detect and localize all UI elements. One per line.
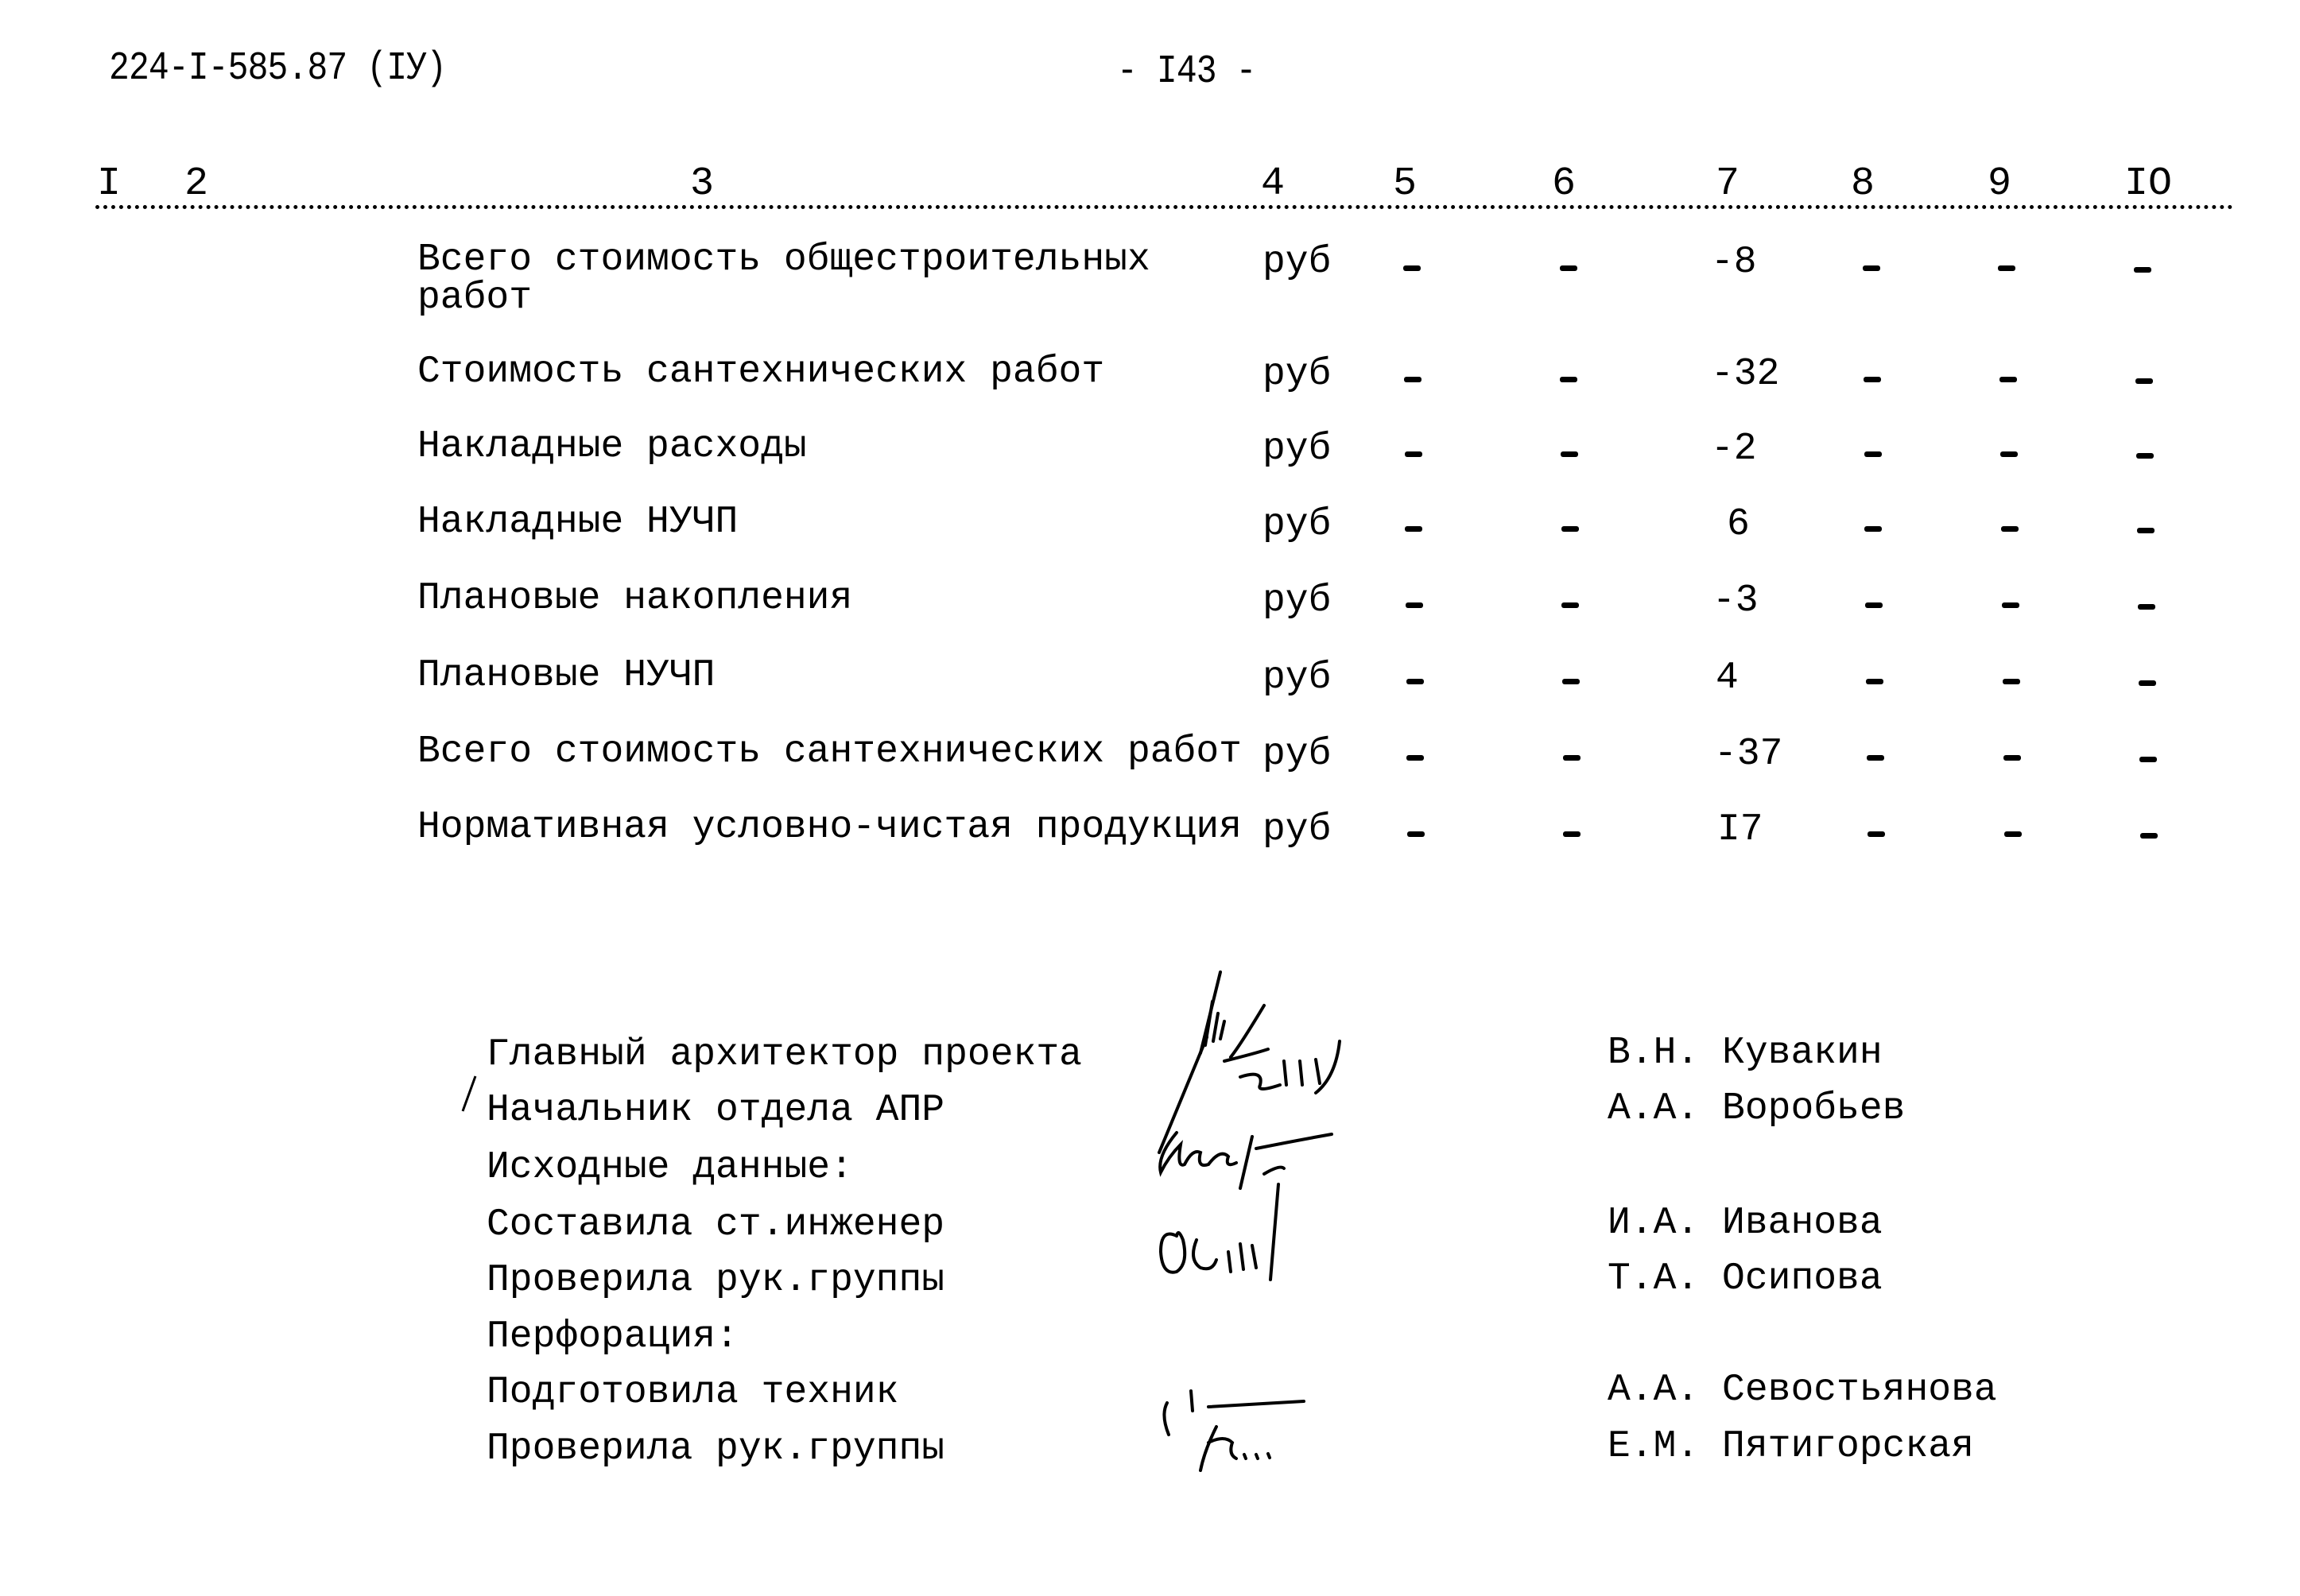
signoff-name: А.А. Севостьянова bbox=[1608, 1369, 1997, 1412]
cell-col5 bbox=[1406, 750, 1424, 765]
column-number: 3 bbox=[690, 161, 715, 207]
signoff-role: Проверила рук.группы bbox=[487, 1427, 945, 1470]
cell-col10 bbox=[2140, 828, 2158, 843]
page-number: - I43 - bbox=[1117, 49, 1256, 95]
header-divider bbox=[95, 205, 2234, 209]
row-label: Плановые НУЧП bbox=[417, 654, 716, 697]
cell-col9 bbox=[2002, 598, 2019, 612]
row-label: Всего стоимость сантехнических работ bbox=[417, 730, 1242, 773]
unit: руб bbox=[1262, 733, 1332, 776]
signoff-name: В.Н. Кувакин bbox=[1608, 1032, 1883, 1075]
signoff-name: Е.М. Пятигорская bbox=[1608, 1425, 1974, 1468]
cell-col10 bbox=[2137, 523, 2155, 537]
cell-col10 bbox=[2136, 448, 2154, 463]
signoff-role: Главный архитектор проекта bbox=[487, 1033, 1082, 1076]
cell-col8 bbox=[1868, 827, 1885, 841]
column-number: 4 bbox=[1261, 161, 1286, 207]
cell-col7: I7 bbox=[1717, 808, 1763, 851]
cell-col8 bbox=[1867, 750, 1884, 765]
row-label: Накладные НУЧП bbox=[417, 501, 739, 544]
cell-col8 bbox=[1864, 521, 1882, 536]
cell-col7: -37 bbox=[1714, 733, 1783, 776]
cell-col6 bbox=[1563, 750, 1581, 765]
cell-col9 bbox=[2004, 827, 2022, 841]
cell-col6 bbox=[1563, 827, 1581, 841]
cell-col10 bbox=[2139, 676, 2156, 690]
column-number: 6 bbox=[1552, 161, 1577, 207]
column-number: 8 bbox=[1851, 161, 1875, 207]
cell-col6 bbox=[1562, 674, 1580, 688]
cell-col7: -8 bbox=[1711, 241, 1757, 284]
unit: руб bbox=[1262, 808, 1332, 851]
column-number: 7 bbox=[1716, 161, 1740, 207]
pen-mark-icon bbox=[460, 1075, 479, 1114]
signoff-name: А.А. Воробьев bbox=[1608, 1087, 1906, 1130]
cell-col10 bbox=[2138, 599, 2155, 614]
cell-col7: -32 bbox=[1711, 353, 1780, 396]
column-number: IO bbox=[2124, 161, 2173, 207]
cell-col5 bbox=[1407, 827, 1425, 841]
cell-col9 bbox=[2003, 674, 2020, 688]
row-label: Плановые накопления bbox=[417, 577, 853, 620]
column-number: 2 bbox=[184, 161, 209, 207]
cell-col9 bbox=[2001, 521, 2019, 536]
cell-col8 bbox=[1865, 598, 1883, 612]
cell-col5 bbox=[1406, 674, 1424, 688]
cell-col5 bbox=[1406, 598, 1423, 612]
unit: руб bbox=[1262, 428, 1332, 471]
cell-col7: 4 bbox=[1716, 657, 1739, 699]
signoff-name: Т.А. Осипова bbox=[1608, 1257, 1883, 1300]
handwritten-signatures-icon bbox=[1145, 966, 1558, 1482]
cell-col7: 6 bbox=[1727, 503, 1750, 546]
unit: руб bbox=[1262, 579, 1332, 622]
signoff-role: Подготовила техник bbox=[487, 1371, 899, 1414]
cell-col7: -3 bbox=[1712, 579, 1759, 622]
signoff-role: Перфорация: bbox=[487, 1315, 739, 1358]
cell-col8 bbox=[1864, 447, 1882, 461]
cell-col7: -2 bbox=[1711, 428, 1757, 471]
cell-col6 bbox=[1561, 598, 1579, 612]
cell-col9 bbox=[2003, 750, 2021, 765]
cell-col5 bbox=[1405, 521, 1422, 536]
cell-col8 bbox=[1863, 261, 1880, 275]
column-number: 9 bbox=[1988, 161, 2012, 207]
row-label: Накладные расходы bbox=[417, 425, 807, 468]
signoff-name: И.А. Иванова bbox=[1608, 1202, 1883, 1245]
signoff-role: Исходные данные: bbox=[487, 1146, 853, 1189]
signoff-role: Начальник отдела АПР bbox=[487, 1089, 945, 1132]
unit: руб bbox=[1262, 657, 1332, 699]
row-label: Стоимость сантехнических работ bbox=[417, 351, 1105, 393]
cell-col5 bbox=[1405, 447, 1422, 461]
cell-col10 bbox=[2139, 752, 2157, 766]
column-number: I bbox=[97, 161, 122, 207]
cell-col6 bbox=[1560, 261, 1577, 275]
cell-col6 bbox=[1560, 372, 1577, 386]
cell-col9 bbox=[2000, 447, 2018, 461]
row-label: Нормативная условно-чистая продукция bbox=[417, 806, 1242, 849]
column-number: 5 bbox=[1393, 161, 1418, 207]
document-code: 224-I-585.87 (IУ) bbox=[109, 46, 447, 91]
cell-col8 bbox=[1864, 372, 1881, 386]
unit: руб bbox=[1262, 241, 1332, 284]
row-label: Всего стоимость общестроительных работ bbox=[417, 238, 1150, 320]
cell-col9 bbox=[1998, 261, 2015, 275]
cell-col6 bbox=[1561, 447, 1578, 461]
cell-col10 bbox=[2134, 262, 2151, 277]
cell-col5 bbox=[1404, 372, 1422, 386]
cell-col9 bbox=[1999, 372, 2017, 386]
cell-col6 bbox=[1561, 521, 1579, 536]
cell-col5 bbox=[1403, 261, 1421, 275]
signoff-role: Проверила рук.группы bbox=[487, 1259, 945, 1302]
unit: руб bbox=[1262, 353, 1332, 396]
cell-col10 bbox=[2135, 374, 2153, 388]
signoff-role: Составила ст.инженер bbox=[487, 1203, 945, 1246]
cell-col8 bbox=[1866, 674, 1883, 688]
unit: руб bbox=[1262, 503, 1332, 546]
